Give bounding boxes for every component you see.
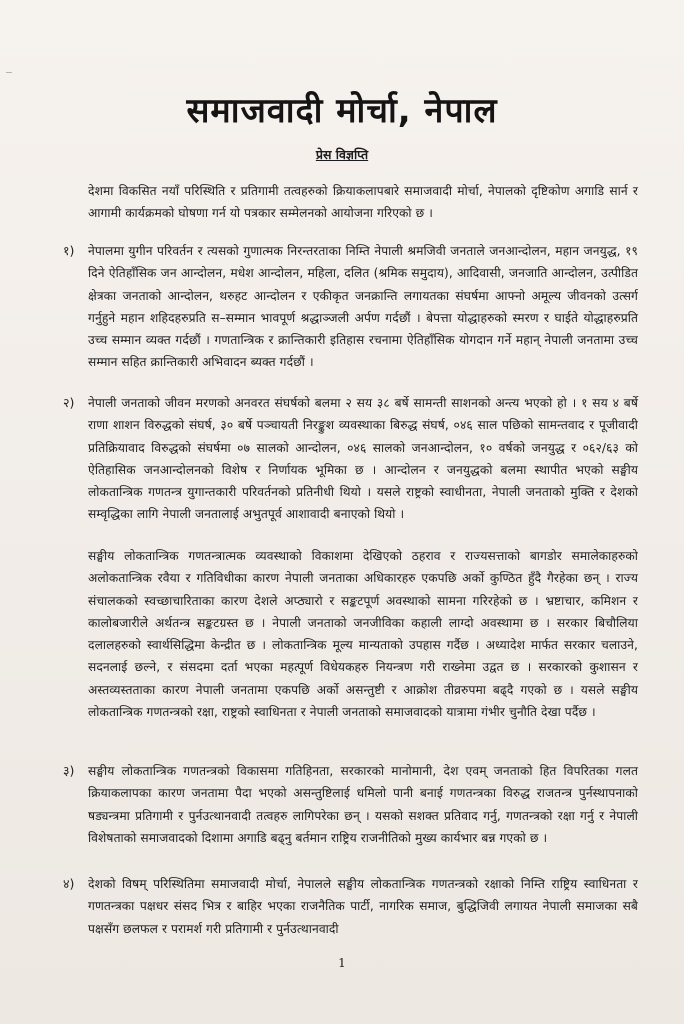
intro-paragraph: देशमा विकसित नयाँ परिस्थिति र प्रतिगामी तत्वहरुको क्रियाकलापबारे समाजवादी मोर्चा, नेपालको दृष्टिकोण अगाडि सार्न र आगामी कार्यक्रमको घोषणा गर्न यो पत्रकार सम्मेलनको आयोजना गरिएको छ ।	[88, 184, 638, 221]
section-paragraph: सङ्घीय लोकतान्त्रिक गणतन्त्रको विकासमा गतिहिनता, सरकारको मानोमानी, देश एवम् जनताको हित विपरितका गलत क्रियाकलापका कारण जनतामा पैदा भएको असन्तुष्टिलाई धमिलो पानी बनाई गणतन्त्रका विरुद्ध राजतन्त्र पुर्नस्थापनाको षड्यन्त्रमा प्रतिगामी र पुर्नउत्थानवादी तत्वहरु लागिपरेका छन् । यसको सशक्त प्रतिवाद गर्नु, गणतन्त्रको रक्षा गर्नु र नेपाली विशेषताको समाजवादको दिशामा अगाडि बढ्नु बर्तमान राष्ट्रिय राजनीतिको मुख्य कार्यभार बन्न गएको छ ।	[88, 764, 638, 845]
document-title: समाजवादी मोर्चा, नेपाल	[186, 91, 498, 131]
document-subtitle: प्रेस विज्ञप्ति	[315, 147, 369, 162]
scan-edge-mark	[6, 72, 12, 73]
section-paragraph: नेपाली जनताको जीवन मरणको अनवरत संघर्षको बलमा २ सय ३८ बर्षे सामन्ती साशनको अन्त्य भएको हो । १ सय ४ बर्षे राणा शाशन विरुद्धको संघर्ष, ३० बर्षे पञ्चायती निरङ्कुश व्यवस्थाका बिरुद्ध संघर्ष, ०४६ साल पछिको सामन्तवाद र पूजीवादी प्रतिक्रियावाद विरुद्धको संघर्षमा ०७ सालको आन्दोलन, ०४६ सालको जनआन्दोलन, १० वर्षको जनयुद्ध र ०६२/६३ को ऐतिहासिक जनआन्दोलनको विशेष र निर्णायक भूमिका छ । आन्दोलन र जनयुद्धको बलमा स्थापीत भएको सङ्घीय लोकतान्त्रिक गणतन्त्र युगान्तकारी परिवर्तनको प्रतिनीधी थियो । यसले राष्ट्रको स्वाधीनता, नेपाली जनताको मुक्ति र देशको सम्वृद्धिका लागि नेपाली जनतालाई अभुतपूर्व आशावादी बनाएको थियो ।	[88, 396, 638, 522]
section-number: ४)	[63, 876, 75, 891]
section-number: २)	[63, 395, 75, 410]
section-paragraph: देशको विषम् परिस्थितिमा समाजवादी मोर्चा, नेपालले सङ्घीय लोकतान्त्रिक गणतन्त्रको रक्षाको निम्ति राष्ट्रिय स्वाधिनता र गणतन्त्रका पक्षधर संसद भित्र र बाहिर भएका राजनैतिक पार्टी, नागरिक समाज, बुद्धिजिवी लगायत नेपाली समाजका सबै पक्षसँग छलफल र परामर्श गरी प्रतिगामी र पुर्नउत्थानवादी	[88, 877, 638, 936]
section-number: ३)	[63, 763, 75, 778]
section-paragraph: सङ्घीय लोकतान्त्रिक गणतन्त्रात्मक व्यवस्थाको विकाशमा देखिएको ठहराव र राज्यसत्ताको बागडोर समालेकाहरुको अलोकतान्त्रिक रवैया र गतिविधीका कारण नेपाली जनताका अधिकारहरु एकपछि अर्को कुण्ठित हुँदै गैरहेका छन् । राज्य संचालकको स्वच्छाचारिताका कारण देशले अप्ठ्यारो र सङ्कटपूर्ण अवस्थाको सामना गरिरहेको छ । भ्रष्टाचार, कमिशन र कालोबजारीले अर्थतन्त्र सङ्कटग्रस्त छ । नेपाली जनताको जनजीविका कहाली लाग्दो अवस्थामा छ । सरकार बिचौलिया दलालहरुको स्वार्थसिद्धिमा केन्द्रीत छ । लोकतान्त्रिक मूल्य मान्यताको उपहास गर्दैछ । अध्यादेश मार्फत सरकार चलाउने, सदनलाई छल्ने, र संसदमा दर्ता भएका महत्पूर्ण विधेयकहरु नियन्त्रण गरी राख्नेमा उद्वत छ । सरकारको कुशासन र अस्तव्यस्तताका कारण नेपाली जनतामा एकपछि अर्को असन्तुष्टी र आक्रोश तीव्ररुपमा बढ्दै गएको छ । यसले सङ्घीय लोकतान्त्रिक गणतन्त्रको रक्षा, राष्ट्रको स्वाधिनता र नेपाली जनताको समाजवादको यात्रामा गंभीर चुनौति देखा पर्दैछ ।	[88, 549, 638, 720]
page-number: 1	[338, 956, 346, 970]
section-paragraph: नेपालमा युगीन परिवर्तन र त्यसको गुणात्मक निरन्तरताका निम्ति नेपाली श्रमजिवी जनताले जनआन्दोलन, महान जनयुद्ध, १९ दिने ऐतिहाँसिक जन आन्दोलन, मधेश आन्दोलन, महिला, दलित (श्रमिक समुदाय), आदिवासी, जनजाति आन्दोलन, उत्पीडित क्षेत्रका जनताको आन्दोलन, थरुहट आन्दोलन र एकीकृत जनक्रान्ति लगायतका संघर्षमा आफ्नो अमूल्य जीवनको उत्सर्ग गर्नुहुने महान शहिदहरुप्रति स–सम्मान भावपूर्ण श्रद्धाञ्जली अर्पण गर्दछौं । बेपत्ता योद्धाहरुको स्मरण र घाईते योद्धाहरुप्रति उच्च सम्मान व्यक्त गर्दछौं । गणतान्त्रिक र क्रान्तिकारी इतिहास रचनामा ऐतिहाँसिक योगदान गर्ने महान् नेपाली जनतामा उच्च सम्मान सहित क्रान्तिकारी अभिवादन ब्यक्त गर्दछौं ।	[88, 244, 638, 370]
section-number: १)	[63, 243, 75, 258]
